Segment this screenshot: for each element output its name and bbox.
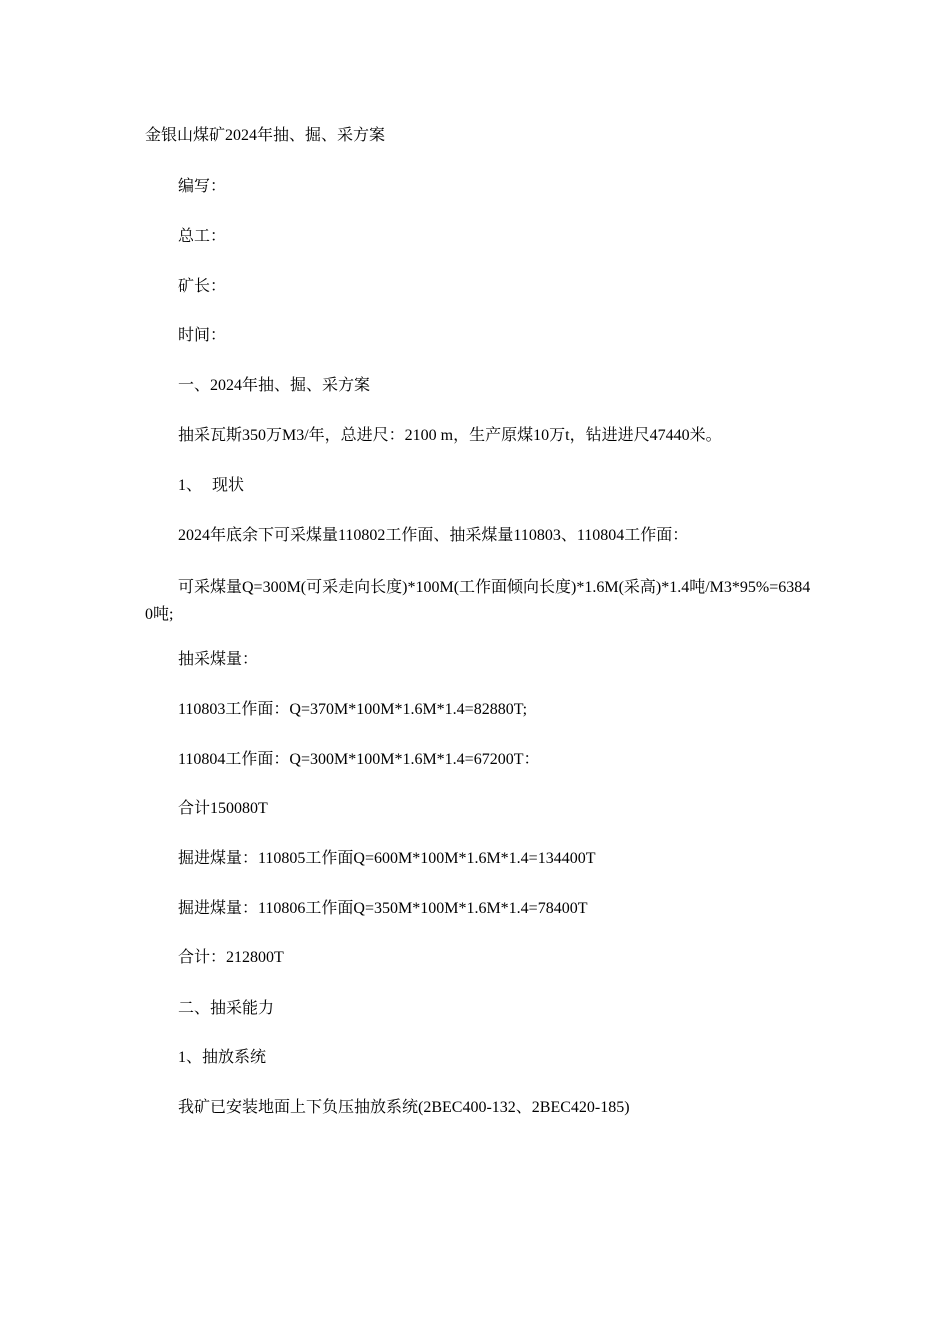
section-1-heading: 一、2024年抽、掘、采方案 [178, 377, 371, 394]
section-2-heading: 二、抽采能力 [178, 1000, 275, 1017]
status-heading [178, 474, 244, 498]
summary-paragraph: 抽采瓦斯350万M3/年，总进尺：2100 m，生产原煤10万t，钻进进尺47440米。 [178, 427, 722, 444]
drainage-subsection-heading: 1、抽放系统 [178, 1049, 267, 1066]
extraction-subtotal: 合计150080T [178, 800, 268, 817]
document-title: 金银山煤矿2024年抽、掘、采方案 [145, 127, 386, 144]
face-110803-calc: 110803工作面：Q=370M*100M*1.6M*1.4=82880T; [178, 701, 528, 718]
drainage-system-paragraph: 我矿已安装地面上下负压抽放系统(2BEC400-132、2BEC420-185) [178, 1099, 630, 1116]
extraction-label: 抽采煤量： [178, 651, 259, 668]
date-label: 时间： [178, 327, 227, 344]
status-number: 1、 [178, 477, 203, 494]
remaining-reserves-paragraph: 2024年底余下可采煤量110802工作面、抽采煤量110803、110804工作面： [178, 527, 689, 544]
minable-formula-paragraph: 可采煤量Q=300M(可采走向长度)*100M(工作面倾向长度)*1.6M(采高)*1.4吨/M3*95%=63840吨; [145, 579, 811, 623]
mine-manager-label: 矿长： [178, 278, 227, 295]
face-110804-calc: 110804工作面：Q=300M*100M*1.6M*1.4=67200T： [178, 751, 540, 768]
tunneling-110806-calc: 掘进煤量：110806工作面Q=350M*100M*1.6M*1.4=78400T [178, 900, 588, 917]
author-label: 编写： [178, 178, 227, 195]
tunneling-110805-calc: 掘进煤量：110805工作面Q=600M*100M*1.6M*1.4=134400T [178, 850, 596, 867]
status-label: 现状 [212, 477, 245, 494]
tunneling-subtotal: 合计：212800T [178, 949, 284, 966]
chief-engineer-label: 总工： [178, 228, 227, 245]
